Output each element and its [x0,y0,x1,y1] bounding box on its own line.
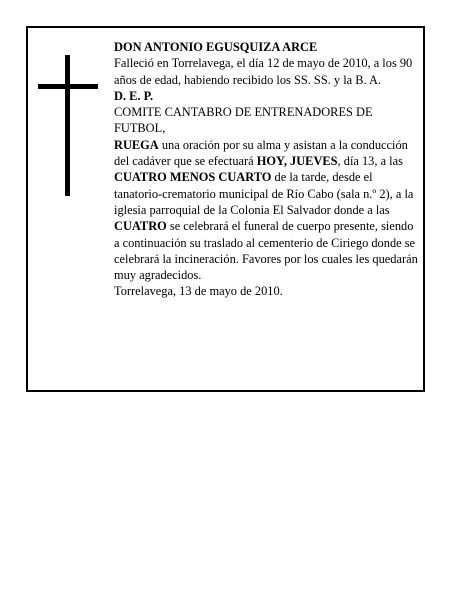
request-ruega: RUEGA [114,137,159,152]
request-time-1: CUATRO MENOS CUARTO [114,170,272,185]
request-text-4: se celebrará el funeral de cuerpo presente, siendo a continuación su traslado al cementerio de Ciriego donde se celebrará la incineración. Favores por los cuales les quedarán muy agradecidos. [114,219,418,283]
request-text-2: , día 13, a las [337,154,403,169]
request-day: HOY, JUEVES [256,154,338,169]
cross-icon-crossbar [38,84,98,89]
request-time-2: CUATRO [114,219,167,234]
notice-body [114,39,420,300]
request-text-3: de la tarde, desde el tanatorio-crematorio municipal de Río Cabo (sala n.º 2), a la iglesia parroquial de la Colonia El Salvador donde a las [114,170,414,217]
request-paragraph [114,137,420,284]
request-text-1: una oración por su alma y asistan a la conducción del cadáver que se efectuará [114,137,408,169]
cross-icon [65,55,70,196]
place-date: Torrelavega, 13 de mayo de 2010. [114,284,283,299]
rip-line: D. E. P. [114,88,154,103]
death-info: Falleció en Torrelavega, el día 12 de mayo de 2010, a los 90 años de edad, habiendo recibido los SS. SS. y la B. A. [114,56,413,87]
organization: COMITE CANTABRO DE ENTRENADORES DE FUTBOL, [114,105,373,136]
deceased-name: DON ANTONIO EGUSQUIZA ARCE [114,40,318,54]
